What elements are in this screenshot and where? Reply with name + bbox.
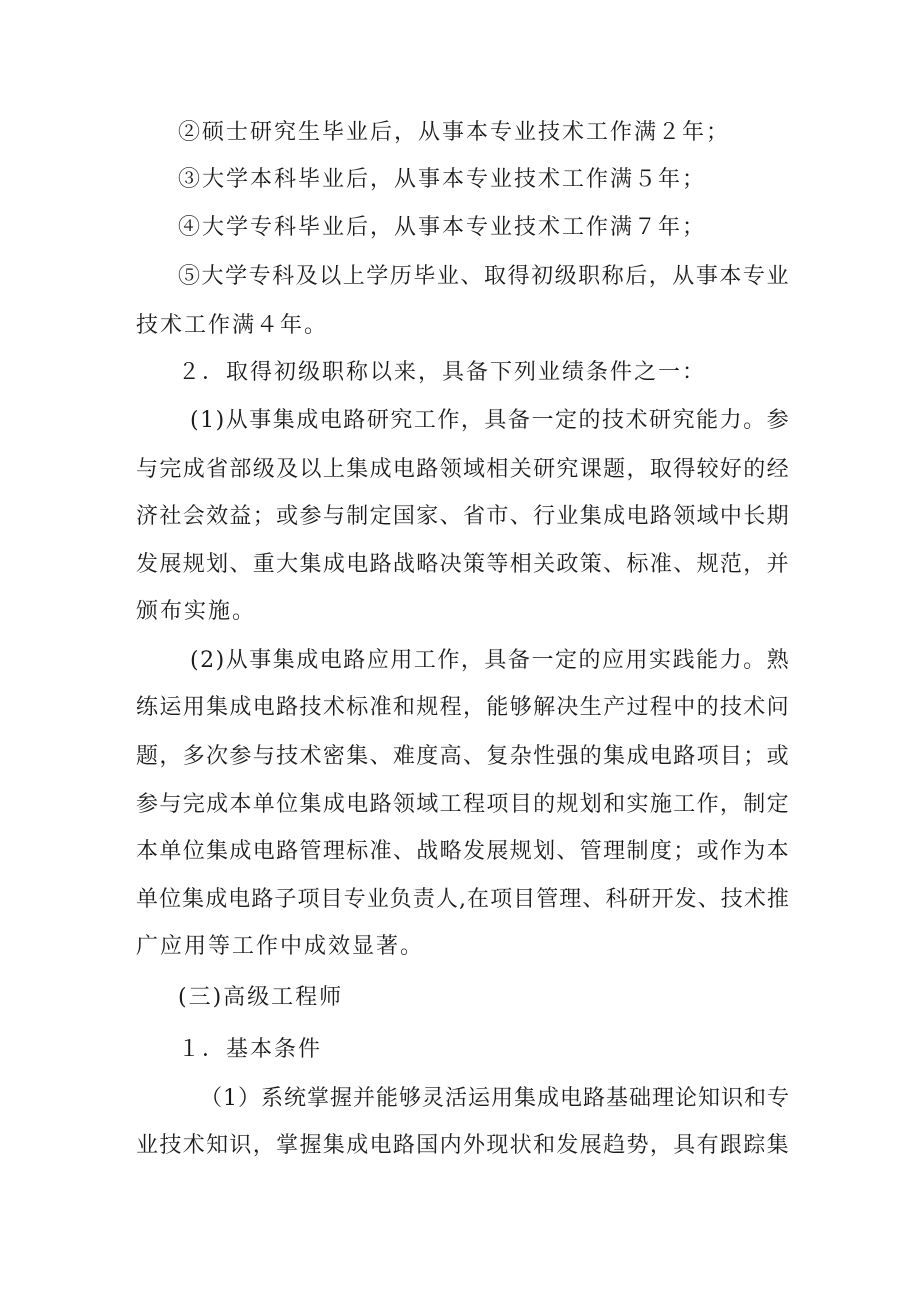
text-line: ２．取得初级职称以来，具备下列业绩条件之一： bbox=[178, 360, 707, 385]
text-line: 技术工作满４年。 bbox=[136, 313, 329, 338]
text-line: 颁布实施。 bbox=[136, 599, 257, 624]
text-line: 发展规划、重大集成电路战略决策等相关政策、标准、规范，并 bbox=[136, 552, 791, 577]
text-line: 业技术知识，掌握集成电路国内外现状和发展趋势，具有跟踪集 bbox=[136, 1133, 791, 1158]
text-line: 济社会效益；或参与制定国家、省市、行业集成电路领域中长期 bbox=[136, 504, 791, 529]
text-line: 参与完成本单位集成电路领域工程项目的规划和实施工作，制定 bbox=[136, 792, 791, 817]
text-line: 与完成省部级及以上集成电路领域相关研究课题，取得较好的经 bbox=[136, 457, 791, 482]
text-line: ④大学专科毕业后，从事本专业技术工作满７年； bbox=[178, 215, 707, 240]
text-line: (2)从事集成电路应用工作，具备一定的应用实践能力。熟 bbox=[190, 648, 791, 673]
text-line: 单位集成电路子项目专业负责人,在项目管理、科研开发、技术推 bbox=[136, 887, 790, 912]
text-line: (1)从事集成电路研究工作，具备一定的技术研究能力。参 bbox=[190, 408, 791, 433]
section-heading: (三)高级工程师 bbox=[178, 985, 344, 1010]
subsection-heading: １．基本条件 bbox=[178, 1037, 323, 1062]
text-line: 本单位集成电路管理标准、战略发展规划、管理制度；或作为本 bbox=[136, 839, 791, 864]
text-line: 题，多次参与技术密集、难度高、复杂性强的集成电路项目；或 bbox=[136, 744, 791, 769]
text-line: 练运用集成电路技术标准和规程，能够解决生产过程中的技术问 bbox=[136, 695, 791, 720]
text-line: 广应用等工作中成效显著。 bbox=[136, 934, 425, 959]
text-line: （1）系统掌握并能够灵活运用集成电路基础理论知识和专 bbox=[200, 1086, 790, 1111]
text-line: ②硕士研究生毕业后，从事本专业技术工作满２年； bbox=[178, 120, 731, 145]
text-line: ③大学本科毕业后，从事本专业技术工作满５年； bbox=[178, 167, 707, 192]
text-line: ⑤大学专科及以上学历毕业、取得初级职称后，从事本专业 bbox=[178, 264, 791, 289]
